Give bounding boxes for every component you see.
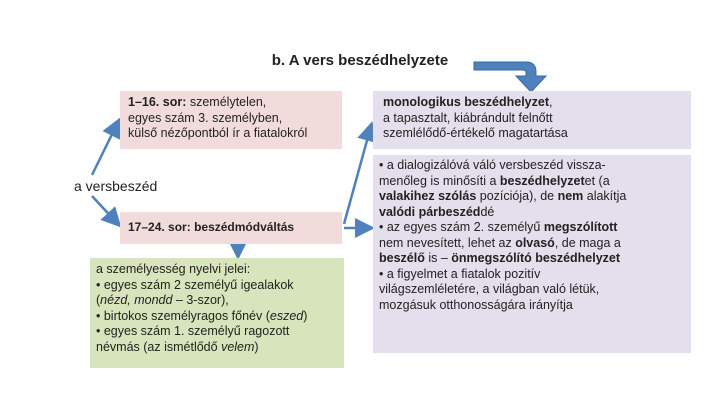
text-line — [96, 309, 338, 325]
text-line — [379, 298, 685, 314]
text-line — [96, 340, 338, 356]
bold-text: 17–24. sor: — [128, 220, 191, 234]
text-segment: egyes szám 3. személyben, — [128, 110, 283, 125]
text-segment: menőleg is minősíti a — [379, 173, 500, 188]
text-segment: külső nézőpontból ír a fiatalokról — [128, 126, 308, 140]
text-line — [379, 267, 685, 283]
bold-text: beszédmódváltás — [194, 220, 295, 234]
box-bottom-left — [90, 258, 344, 368]
text-segment: személytelen, — [186, 95, 267, 109]
text-line — [383, 126, 681, 142]
text-segment: • egyes szám 1. személyű ragozott — [96, 324, 290, 338]
text-segment: • birtokos személyragos főnév ( — [96, 308, 270, 323]
italic-text: velem — [221, 339, 255, 354]
text-line — [96, 293, 338, 309]
text-segment: alakítja — [583, 189, 627, 203]
arrow-to-top-right — [344, 126, 371, 224]
page-title: b. A vers beszédhelyzete — [271, 52, 449, 69]
text-line — [383, 111, 681, 127]
box-mid-left — [120, 212, 342, 244]
text-line — [128, 220, 334, 236]
text-line — [379, 282, 685, 298]
text-line — [96, 262, 338, 278]
bold-text: 1–16. sor: — [128, 95, 187, 109]
text-segment: • a dialogizálóvá váló versbeszéd vissza- — [379, 158, 606, 172]
arrow-to-mid-left — [92, 196, 118, 224]
text-segment: et (a — [584, 173, 610, 188]
text-segment: nem nevesített, lehet az — [379, 235, 516, 250]
text-line — [96, 324, 338, 340]
text-segment: ) — [254, 339, 259, 354]
box-top-right — [373, 91, 691, 149]
box-right — [373, 155, 691, 353]
bold-text: beszélő — [379, 251, 425, 265]
text-segment: • egyes szám 2 személyű igealakok — [96, 277, 294, 292]
text-line — [383, 95, 681, 111]
bold-text: beszédhelyzet — [499, 173, 585, 188]
bold-text: önmegszólító beszédhelyzet — [451, 251, 621, 265]
italic-text: eszed — [269, 308, 304, 323]
bold-text: valódi párbeszéd — [379, 204, 481, 219]
center-label: a versbeszéd — [74, 178, 158, 194]
text-segment: dé — [480, 204, 495, 219]
text-segment: , de maga a — [554, 235, 621, 250]
text-segment: – 3-szor), — [172, 293, 229, 307]
text-segment: , — [549, 95, 553, 109]
text-line — [379, 236, 685, 252]
text-line — [128, 95, 334, 111]
text-line — [379, 251, 685, 267]
text-line — [128, 126, 334, 142]
text-segment: • az egyes szám 2. személyű — [379, 220, 544, 234]
text-segment: névmás (az ismétlődő — [96, 339, 222, 354]
bold-text: nem — [557, 189, 584, 203]
text-segment: mozgásuk otthonosságára irányítja — [379, 297, 573, 312]
arrow-to-top-left — [92, 122, 118, 175]
text-line — [379, 158, 685, 174]
box-top-left — [120, 91, 342, 149]
text-segment: a személyesség nyelvi jelei: — [96, 262, 251, 276]
text-segment: a tapasztalt, kiábrándult felnőtt — [383, 110, 553, 125]
text-segment: is – — [424, 251, 452, 265]
text-line — [379, 189, 685, 205]
bold-text: megszólított — [543, 220, 618, 234]
text-line — [128, 111, 334, 127]
text-line — [379, 174, 685, 190]
text-segment: • a figyelmet a fiatalok pozitív — [379, 266, 541, 281]
bold-text: valakihez szólás — [379, 189, 477, 203]
italic-text: nézd, mondd — [100, 293, 173, 307]
text-segment: szemlélődő-értékelő magatartása — [383, 126, 568, 140]
bold-text: olvasó — [515, 235, 555, 250]
text-line — [379, 220, 685, 236]
text-segment: világszemléletére, a világban való létük, — [379, 282, 600, 296]
text-line — [379, 205, 685, 221]
text-segment: pozíciója), de — [476, 189, 558, 203]
text-line — [96, 278, 338, 294]
bold-text: monologikus beszédhelyzet — [383, 95, 550, 109]
text-segment: ( — [96, 293, 101, 307]
text-segment: ) — [303, 308, 308, 323]
